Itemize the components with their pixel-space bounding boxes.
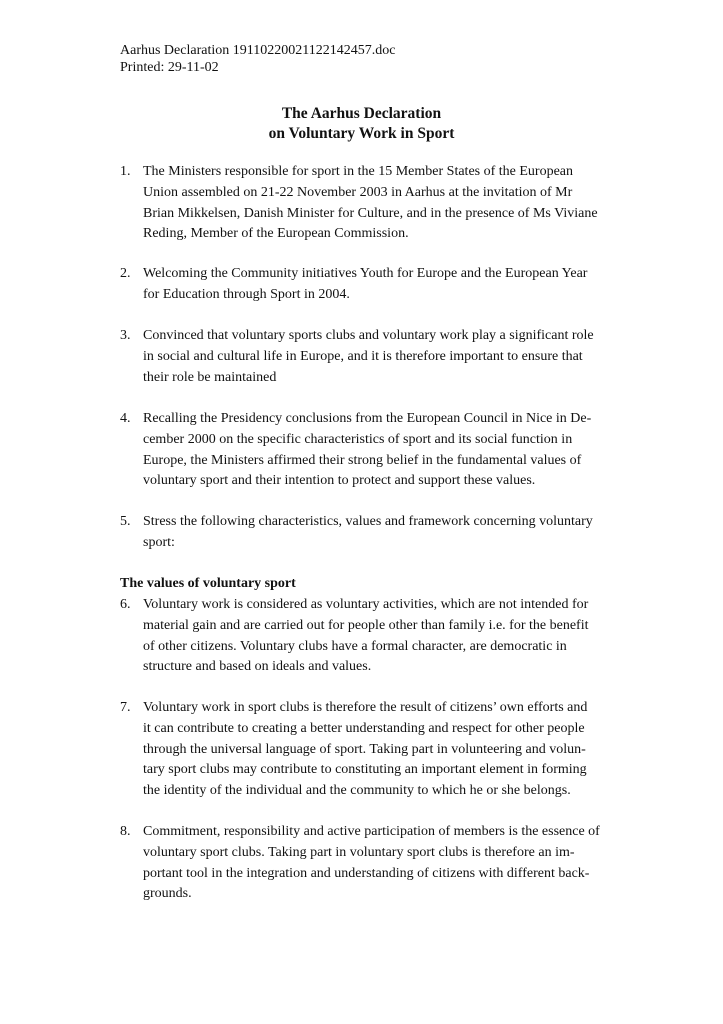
title-line-1: The Aarhus Declaration: [281, 105, 442, 122]
paragraph-line: Reding, Member of the European Commission.: [143, 226, 409, 242]
paragraph-6: [120, 595, 620, 678]
paragraph-number: 6.: [120, 597, 131, 612]
paragraph-text: [143, 162, 620, 245]
paragraph-line: structure and based on ideals and values.: [143, 659, 372, 675]
paragraph-text: [143, 698, 620, 802]
paragraph-line: of other citizens. Voluntary clubs have a formal character, are democratic in: [143, 638, 567, 654]
paragraph-line: the identity of the individual and the community to which he or she belongs.: [143, 783, 571, 799]
paragraph-line: voluntary sport clubs. Taking part in voluntary sport clubs is therefore an im-: [143, 844, 575, 860]
paragraph-2: [120, 264, 620, 306]
paragraph-number: 3.: [120, 328, 131, 343]
paragraph-line: their role be maintained: [143, 369, 277, 385]
title-line-2: on Voluntary Work in Sport: [268, 125, 455, 142]
document-header: [120, 42, 395, 76]
paragraph-line: Europe, the Ministers affirmed their strong belief in the fundamental values of: [143, 452, 582, 468]
paragraph-number: 4.: [120, 411, 131, 426]
paragraph-text: [143, 512, 620, 554]
paragraph-line: voluntary sport and their intention to protect and support these values.: [143, 473, 536, 489]
document-title: [0, 104, 723, 144]
paragraph-1: [120, 162, 620, 245]
paragraph-line: Stress the following characteristics, values and framework concerning voluntary: [143, 514, 593, 529]
paragraph-5: [120, 512, 620, 554]
paragraph-line: for Education through Sport in 2004.: [143, 286, 350, 302]
paragraph-text: [143, 264, 620, 306]
paragraph-line: in social and cultural life in Europe, and it is therefore important to ensure that: [143, 348, 583, 364]
document-filename: Aarhus Declaration 19110220021122142457.doc: [120, 43, 396, 58]
paragraph-number: 1.: [120, 164, 131, 179]
paragraph-text: [143, 595, 620, 678]
paragraph-line: it can contribute to creating a better understanding and respect for other people: [143, 720, 585, 736]
paragraph-4: [120, 409, 620, 492]
paragraph-line: Brian Mikkelsen, Danish Minister for Culture, and in the presence of Ms Viviane: [143, 205, 598, 221]
paragraph-line: sport:: [143, 534, 175, 550]
paragraph-number: 7.: [120, 700, 131, 715]
printed-date: Printed: 29-11-02: [120, 60, 219, 75]
paragraph-line: Voluntary work in sport clubs is therefore the result of citizens’ own efforts and: [143, 700, 588, 715]
paragraph-line: Voluntary work is considered as voluntary activities, which are not intended for: [143, 597, 589, 612]
paragraph-line: through the universal language of sport. Taking part in volunteering and volun-: [143, 741, 586, 757]
paragraph-text: [143, 409, 620, 492]
paragraph-line: grounds.: [143, 886, 192, 902]
paragraph-number: 8.: [120, 824, 131, 839]
paragraph-number: 5.: [120, 514, 131, 529]
section-heading-values: The values of voluntary sport: [120, 576, 296, 591]
paragraph-3: [120, 326, 620, 388]
paragraph-text: [143, 326, 620, 388]
paragraph-text: [143, 822, 620, 905]
paragraph-line: portant tool in the integration and understanding of citizens with different back-: [143, 865, 590, 881]
paragraph-line: tary sport clubs may contribute to constituting an important element in forming: [143, 762, 587, 778]
paragraph-number: 2.: [120, 266, 131, 281]
paragraph-line: material gain and are carried out for people other than family i.e. for the benefit: [143, 617, 589, 633]
paragraph-line: Welcoming the Community initiatives Youth for Europe and the European Year: [143, 266, 588, 281]
paragraph-line: Recalling the Presidency conclusions from the European Council in Nice in De-: [143, 411, 592, 426]
paragraph-line: Union assembled on 21-22 November 2003 in Aarhus at the invitation of Mr: [143, 184, 573, 200]
paragraph-8: [120, 822, 620, 905]
paragraph-7: [120, 698, 620, 802]
paragraph-line: cember 2000 on the specific characteristics of sport and its social function in: [143, 431, 573, 447]
paragraph-line: The Ministers responsible for sport in the 15 Member States of the European: [143, 164, 574, 179]
paragraph-line: Convinced that voluntary sports clubs and voluntary work play a significant role: [143, 328, 594, 343]
paragraph-line: Commitment, responsibility and active participation of members is the essence of: [143, 824, 600, 839]
